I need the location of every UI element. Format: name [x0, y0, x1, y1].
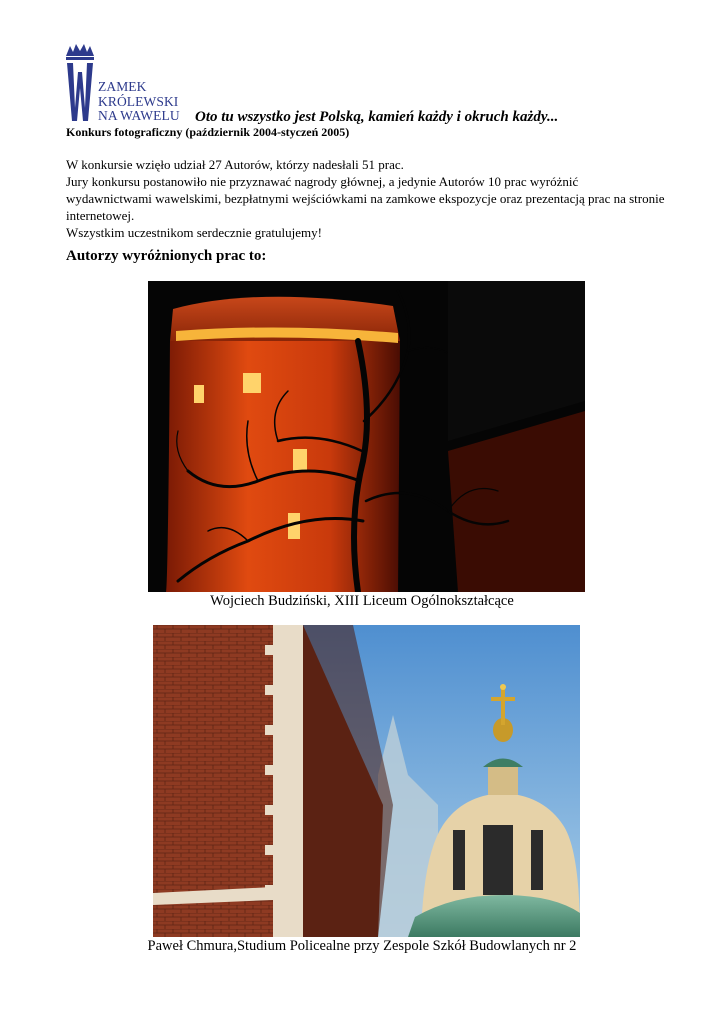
logo-line-2: KRÓLEWSKI [98, 93, 179, 109]
logo-wordmark [98, 80, 180, 124]
motto: Oto tu wszystko jest Polską, kamień każdy i okruch każdy... [195, 109, 559, 125]
intro-paragraph-2: Jury konkursu postanowiło nie przyznawać nagrody głównej, a jedynie Autorów 10 prac wyróżnić wydawnictwami wawelskimi, bezpłatnymi wejściówkami na zamkowe ekspozycje oraz prezentacją prac na stronie internetowej. [66, 174, 665, 223]
illuminated-castle-tower-at-night-photo [148, 281, 585, 592]
logo-line-3: NA WAWELU [98, 108, 180, 123]
logo-line-1: ZAMEK [98, 79, 147, 94]
royal-crown-w-icon [64, 42, 96, 122]
photo-2-caption: Paweł Chmura,Studium Policealne przy Zespole Szkół Budowlanych nr 2 [147, 938, 577, 954]
brick-wall-and-cathedral-dome-photo [153, 625, 580, 937]
intro-paragraph-3: Wszystkim uczestnikom serdecznie gratulujemy! [66, 225, 322, 240]
contest-subtitle: Konkurs fotograficzny (październik 2004-styczeń 2005) [66, 125, 350, 139]
photo-1-caption: Wojciech Budziński, XIII Liceum Ogólnokształcące [210, 593, 514, 609]
intro-text [66, 156, 666, 241]
wawel-logo [64, 42, 180, 124]
intro-paragraph-1: W konkursie wzięło udział 27 Autorów, którzy nadesłali 51 prac. [66, 157, 404, 172]
section-heading: Autorzy wyróżnionych prac to: [66, 248, 267, 264]
